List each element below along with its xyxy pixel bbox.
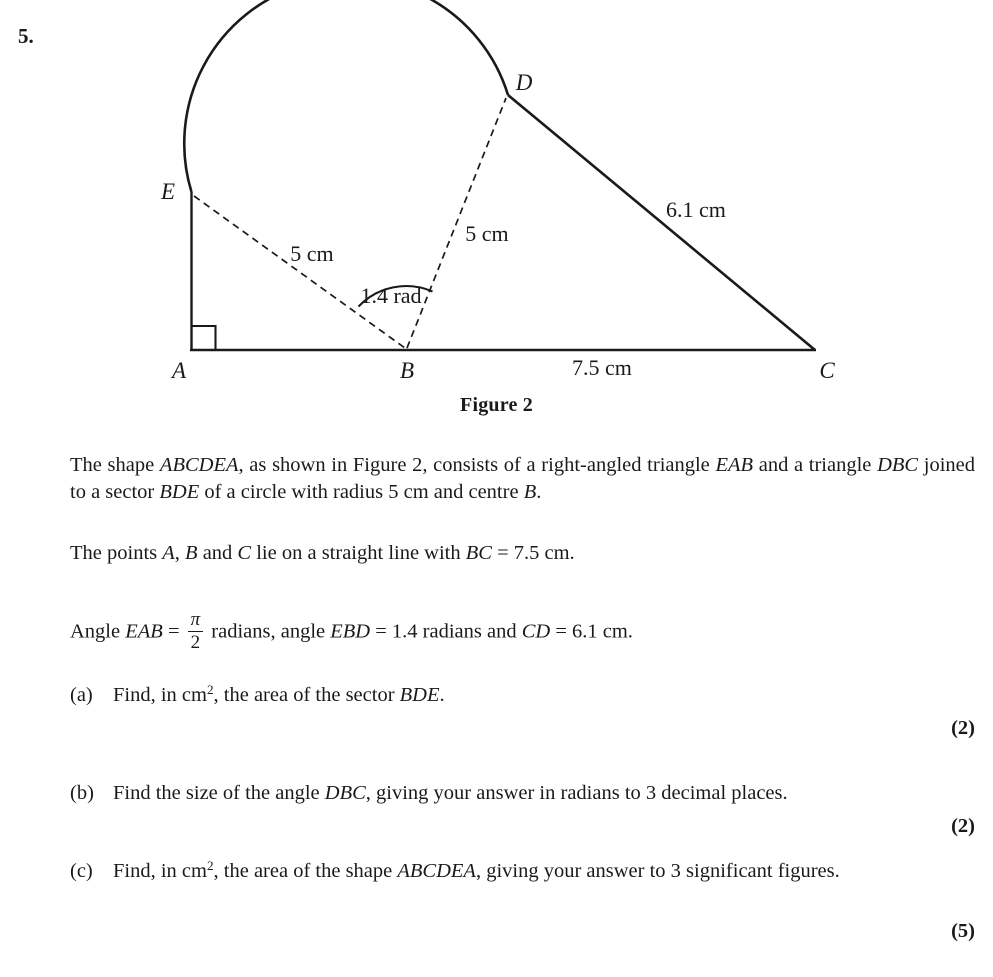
part-a-text-3: .	[439, 684, 445, 706]
right-angle-marker-A	[192, 326, 216, 350]
p2-text-3: and	[197, 542, 238, 564]
p3-italic-cd: CD	[521, 620, 551, 643]
fraction-pi-over-2	[188, 610, 204, 653]
p3-italic-eab: EAB	[125, 620, 163, 643]
label-side-DC: 6.1 cm	[666, 197, 726, 222]
vertex-label-D: D	[515, 70, 533, 95]
vertex-label-A: A	[171, 358, 187, 383]
vertex-label-E: E	[160, 179, 176, 204]
p3-text-5: = 6.1 cm.	[550, 620, 633, 643]
p1-text-4: joined to a sector	[70, 454, 975, 503]
paragraph-shape-description	[70, 452, 975, 506]
part-b-marks: (2)	[951, 815, 975, 837]
paragraph-collinear-points	[70, 540, 975, 567]
p1-italic-abcdea: ABCDEA	[159, 454, 239, 476]
fraction-numerator: π	[190, 609, 201, 630]
p1-italic-bde: BDE	[159, 481, 200, 503]
p2-text-1: The points	[70, 542, 163, 564]
paragraph-angle-values	[70, 610, 975, 653]
p3-text-1: Angle	[70, 620, 126, 643]
p3-italic-ebd: EBD	[330, 620, 371, 643]
p3-text-3: radians, angle	[206, 620, 331, 643]
figure-caption: Figure 2	[460, 394, 533, 416]
part-a-label: (a)	[70, 684, 93, 706]
figure-diagram	[0, 0, 993, 390]
p1-text-1: The shape	[70, 454, 160, 476]
p3-text-4: = 1.4 radians and	[370, 620, 522, 643]
p2-text-4: lie on a straight line with	[251, 542, 466, 564]
part-b-italic-dbc: DBC	[324, 782, 366, 804]
question-part-b	[70, 780, 975, 807]
p2-italic-bc: BC	[465, 542, 492, 564]
part-b-text-1: Find the size of the angle	[113, 782, 325, 804]
fraction-denominator: 2	[190, 631, 201, 653]
question-number: 5.	[18, 24, 34, 48]
part-a-text-2: , the area of the sector	[213, 684, 400, 706]
part-a-italic-bde: BDE	[399, 684, 440, 706]
p3-text-2: =	[162, 620, 185, 643]
part-a-text	[113, 682, 975, 709]
label-side-BC: 7.5 cm	[572, 355, 632, 380]
part-c-text-2: , the area of the shape	[213, 860, 398, 882]
part-b-text	[113, 780, 975, 807]
p2-italic-b: B	[185, 542, 198, 564]
part-a-superscript: 2	[206, 682, 214, 698]
part-b-label: (b)	[70, 782, 94, 804]
p1-text-3: and a triangle	[753, 454, 878, 476]
segment-DC	[508, 95, 815, 350]
dashed-radius-BE	[194, 196, 405, 348]
p1-text-6: .	[536, 481, 542, 503]
p2-text-2: ,	[174, 542, 186, 564]
p1-italic-eab: EAB	[715, 454, 754, 476]
p1-italic-b: B	[523, 481, 537, 503]
vertex-label-C: C	[819, 358, 835, 383]
part-c-superscript: 2	[206, 858, 214, 874]
part-c-marks: (5)	[951, 920, 975, 942]
part-c-label: (c)	[70, 860, 93, 882]
p2-italic-a: A	[162, 542, 175, 564]
p2-italic-c: C	[237, 542, 252, 564]
part-a-text-1: Find, in cm	[113, 684, 207, 706]
vertex-label-B: B	[399, 358, 415, 383]
question-part-a	[70, 682, 975, 709]
p1-text-2: , as shown in Figure 2, consists of a right-angled triangle	[238, 454, 716, 476]
part-c-italic-abcdea: ABCDEA	[397, 860, 476, 882]
part-c-text-1: Find, in cm	[113, 860, 207, 882]
part-a-marks: (2)	[951, 717, 975, 739]
part-b-text-2: , giving your answer in radians to 3 decimal places.	[365, 782, 788, 804]
part-c-text	[113, 858, 975, 885]
p1-text-5: of a circle with radius 5 cm and centre	[199, 481, 524, 503]
arc-ED	[184, 0, 508, 192]
label-angle-EBD: 1.4 rad	[360, 283, 422, 308]
part-c-text-3: , giving your answer to 3 significant figures.	[475, 860, 840, 882]
p2-text-5: = 7.5 cm.	[491, 542, 575, 564]
geometry-diagram-svg	[0, 0, 993, 390]
question-part-c	[70, 858, 975, 885]
label-radius-BE: 5 cm	[290, 241, 334, 266]
p1-italic-dbc: DBC	[877, 454, 919, 476]
label-radius-BD: 5 cm	[465, 221, 509, 246]
